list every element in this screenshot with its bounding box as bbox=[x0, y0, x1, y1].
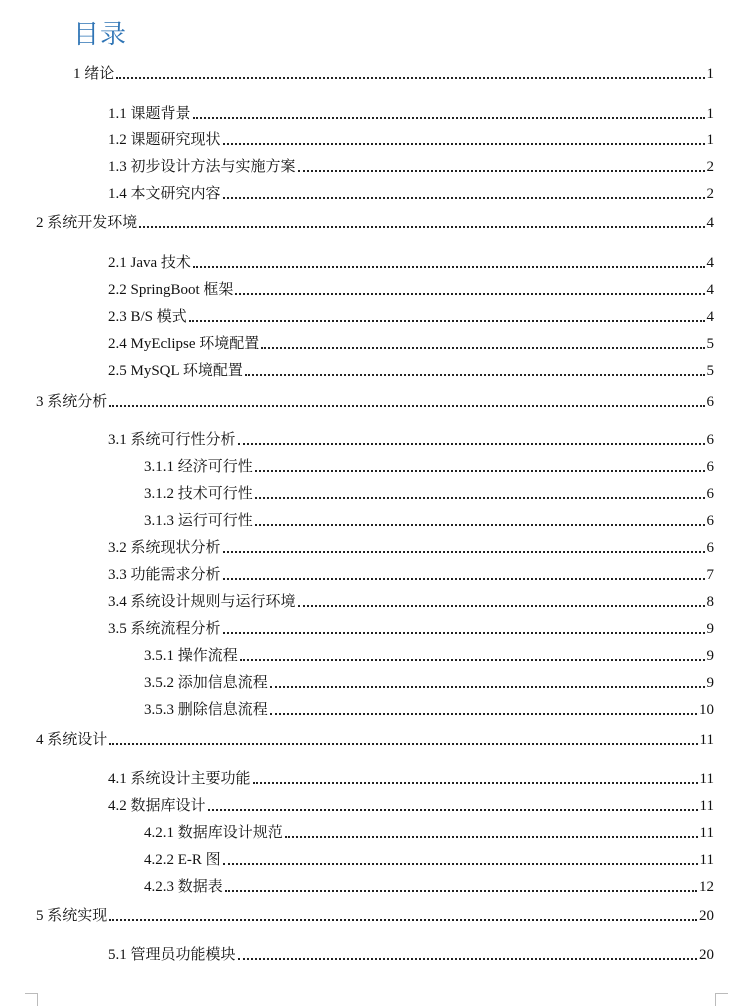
toc-leader-dots bbox=[270, 713, 697, 715]
toc-leader-dots bbox=[109, 405, 704, 407]
toc-entry-label: 2.5 MySQL 环境配置 bbox=[108, 363, 243, 379]
toc-entry-label: 3.2 系统现状分析 bbox=[108, 540, 221, 556]
toc-entry[interactable] bbox=[108, 430, 714, 450]
toc-entry-label: 3.5.1 操作流程 bbox=[144, 648, 238, 664]
toc-entry[interactable] bbox=[108, 592, 714, 612]
toc-page-number: 6 bbox=[706, 432, 714, 448]
toc-entry-label: 3 系统分析 bbox=[36, 394, 108, 410]
page-corner-mark-right bbox=[715, 993, 728, 1006]
toc-entry-label: 3.5.3 删除信息流程 bbox=[144, 702, 268, 718]
toc-leader-dots bbox=[193, 266, 705, 268]
toc-leader-dots bbox=[109, 919, 697, 921]
toc-entry[interactable] bbox=[36, 730, 714, 750]
toc-page-number: 11 bbox=[699, 852, 714, 868]
toc-entry-label: 4.2 数据库设计 bbox=[108, 798, 206, 814]
toc-page-number: 6 bbox=[706, 486, 714, 502]
toc-leader-dots bbox=[270, 686, 705, 688]
toc-page-number: 20 bbox=[699, 947, 714, 963]
toc-leader-dots bbox=[261, 347, 704, 349]
toc-page-number: 4 bbox=[706, 255, 714, 271]
toc-entry[interactable] bbox=[144, 877, 714, 897]
toc-entry-label: 3.1 系统可行性分析 bbox=[108, 432, 236, 448]
toc-entry[interactable] bbox=[108, 253, 714, 273]
toc-page-number: 11 bbox=[699, 825, 714, 841]
toc-entry-label: 1 绪论 bbox=[73, 66, 115, 82]
toc-entry[interactable] bbox=[108, 769, 714, 789]
toc-entry[interactable] bbox=[36, 392, 714, 412]
toc-entry-label: 4.2.2 E-R 图 bbox=[144, 852, 221, 868]
toc-leader-dots bbox=[225, 890, 697, 892]
toc-entry-label: 5.1 管理员功能模块 bbox=[108, 947, 236, 963]
toc-page-number: 6 bbox=[706, 394, 714, 410]
toc-leader-dots bbox=[116, 77, 704, 79]
toc-entry[interactable] bbox=[36, 906, 714, 926]
toc-leader-dots bbox=[238, 958, 697, 960]
toc-entry[interactable] bbox=[108, 361, 714, 381]
toc-page-number: 9 bbox=[706, 675, 714, 691]
toc-entry-label: 1.1 课题背景 bbox=[108, 106, 191, 122]
toc-entry-label: 1.4 本文研究内容 bbox=[108, 186, 221, 202]
toc-page-number: 2 bbox=[706, 186, 714, 202]
toc-entry[interactable] bbox=[108, 565, 714, 585]
toc-leader-dots bbox=[285, 836, 698, 838]
toc-page-number: 6 bbox=[706, 540, 714, 556]
toc-entry-label: 2.4 MyEclipse 环境配置 bbox=[108, 336, 260, 352]
toc-page-number: 9 bbox=[706, 648, 714, 664]
toc-entry[interactable] bbox=[108, 538, 714, 558]
toc-entry[interactable] bbox=[108, 334, 714, 354]
toc-leader-dots bbox=[298, 605, 705, 607]
toc-entry[interactable] bbox=[108, 280, 714, 300]
toc-leader-dots bbox=[255, 470, 705, 472]
toc-page-number: 11 bbox=[699, 798, 714, 814]
toc-entry[interactable] bbox=[144, 511, 714, 531]
toc-entry[interactable] bbox=[108, 157, 714, 177]
toc-page-number: 20 bbox=[699, 908, 714, 924]
toc-leader-dots bbox=[223, 632, 705, 634]
toc-leader-dots bbox=[298, 170, 705, 172]
toc-page-number: 10 bbox=[699, 702, 714, 718]
toc-leader-dots bbox=[208, 809, 698, 811]
toc-entry[interactable] bbox=[144, 484, 714, 504]
toc-entry[interactable] bbox=[108, 104, 714, 124]
toc-page-number: 1 bbox=[706, 66, 714, 82]
page-corner-mark-left bbox=[25, 993, 38, 1006]
toc-leader-dots bbox=[223, 197, 705, 199]
toc-entry-label: 4.2.1 数据库设计规范 bbox=[144, 825, 283, 841]
toc-leader-dots bbox=[255, 524, 705, 526]
toc-entry-label: 3.5 系统流程分析 bbox=[108, 621, 221, 637]
toc-leader-dots bbox=[223, 863, 698, 865]
toc-leader-dots bbox=[109, 743, 697, 745]
toc-entry[interactable] bbox=[144, 700, 714, 720]
toc-page-number: 11 bbox=[699, 771, 714, 787]
toc-entry-label: 2 系统开发环境 bbox=[36, 215, 138, 231]
toc-entry-label: 3.3 功能需求分析 bbox=[108, 567, 221, 583]
toc-title: 目录 bbox=[73, 20, 128, 50]
toc-entry[interactable] bbox=[108, 307, 714, 327]
toc-entry-label: 1.2 课题研究现状 bbox=[108, 132, 221, 148]
toc-page-number: 5 bbox=[706, 336, 714, 352]
toc-entry-label: 5 系统实现 bbox=[36, 908, 108, 924]
toc-page-number: 1 bbox=[706, 106, 714, 122]
toc-entry[interactable] bbox=[108, 130, 714, 150]
toc-leader-dots bbox=[223, 143, 705, 145]
toc-entry-label: 2.3 B/S 模式 bbox=[108, 309, 187, 325]
toc-entry[interactable] bbox=[108, 796, 714, 816]
toc-leader-dots bbox=[223, 578, 705, 580]
toc-leader-dots bbox=[139, 226, 704, 228]
toc-entry-label: 2.1 Java 技术 bbox=[108, 255, 191, 271]
toc-entry[interactable] bbox=[108, 945, 714, 965]
toc-entry[interactable] bbox=[73, 64, 714, 84]
toc-page-number: 4 bbox=[706, 282, 714, 298]
toc-page-number: 2 bbox=[706, 159, 714, 175]
toc-leader-dots bbox=[223, 551, 705, 553]
toc-entry[interactable] bbox=[108, 619, 714, 639]
toc-page-number: 12 bbox=[699, 879, 714, 895]
toc-leader-dots bbox=[255, 497, 705, 499]
toc-page-number: 1 bbox=[706, 132, 714, 148]
toc-entry-label: 3.5.2 添加信息流程 bbox=[144, 675, 268, 691]
toc-leader-dots bbox=[245, 374, 705, 376]
toc-entry[interactable] bbox=[144, 850, 714, 870]
toc-entry[interactable] bbox=[144, 673, 714, 693]
toc-entry[interactable] bbox=[36, 213, 714, 233]
toc-entry-label: 3.4 系统设计规则与运行环境 bbox=[108, 594, 296, 610]
toc-entry[interactable] bbox=[108, 184, 714, 204]
toc-entry-label: 3.1.3 运行可行性 bbox=[144, 513, 253, 529]
toc-leader-dots bbox=[235, 293, 704, 295]
toc-leader-dots bbox=[193, 117, 705, 119]
toc-leader-dots bbox=[238, 443, 705, 445]
toc-entry-label: 4.2.3 数据表 bbox=[144, 879, 223, 895]
toc-entry[interactable] bbox=[144, 823, 714, 843]
toc-entry[interactable] bbox=[144, 457, 714, 477]
toc-leader-dots bbox=[240, 659, 705, 661]
toc-entry[interactable] bbox=[144, 646, 714, 666]
toc-page-number: 8 bbox=[706, 594, 714, 610]
toc-entry-label: 4.1 系统设计主要功能 bbox=[108, 771, 251, 787]
toc-entry-label: 1.3 初步设计方法与实施方案 bbox=[108, 159, 296, 175]
toc-entry-label: 2.2 SpringBoot 框架 bbox=[108, 282, 234, 298]
toc-entry-label: 3.1.1 经济可行性 bbox=[144, 459, 253, 475]
toc-page-number: 4 bbox=[706, 309, 714, 325]
toc-page-number: 6 bbox=[706, 513, 714, 529]
toc-page-number: 7 bbox=[706, 567, 714, 583]
toc-page-number: 6 bbox=[706, 459, 714, 475]
toc-page-number: 11 bbox=[699, 732, 714, 748]
toc-page-number: 5 bbox=[706, 363, 714, 379]
toc-page-number: 9 bbox=[706, 621, 714, 637]
toc-entry-label: 4 系统设计 bbox=[36, 732, 108, 748]
toc-page-number: 4 bbox=[706, 215, 714, 231]
toc-entry-label: 3.1.2 技术可行性 bbox=[144, 486, 253, 502]
toc-leader-dots bbox=[253, 782, 698, 784]
toc-leader-dots bbox=[189, 320, 705, 322]
